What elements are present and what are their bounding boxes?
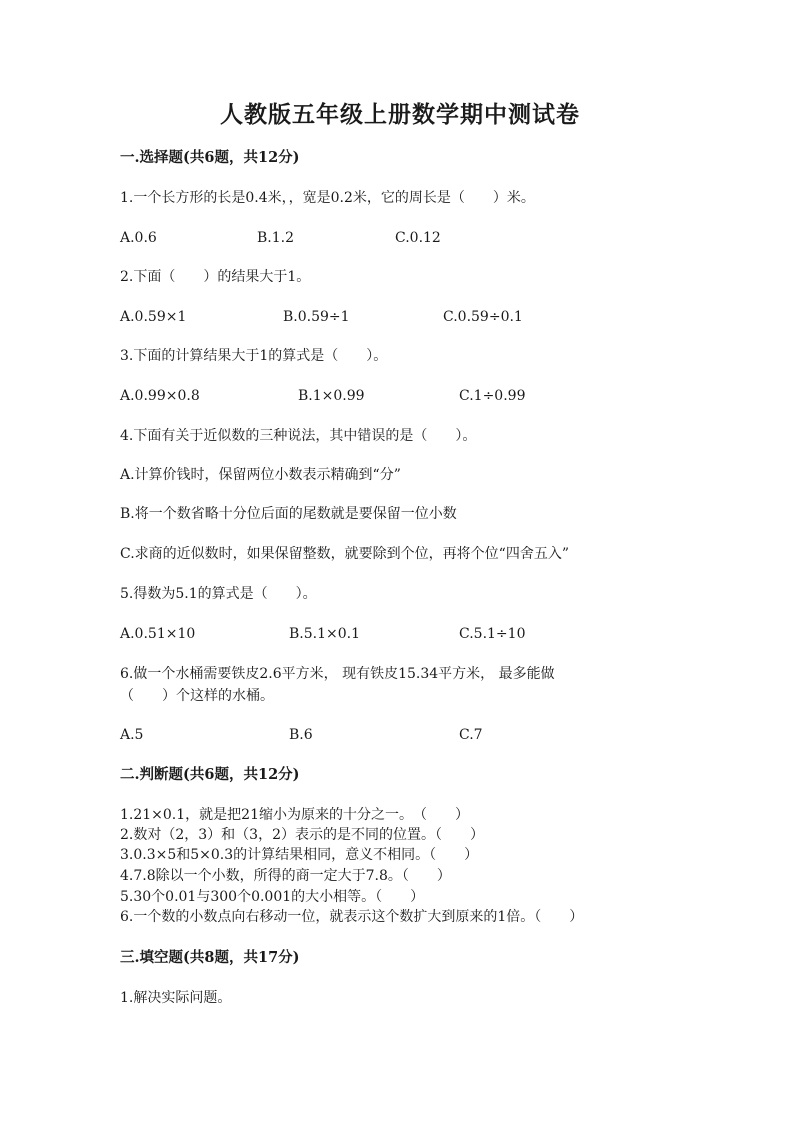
question-1-option-a: A.0.6 — [120, 230, 157, 246]
question-6-option-c: C.7 — [459, 727, 483, 743]
question-6-stem-line1: 6.做一个水桶需要铁皮2.6平方米， 现有铁皮15.34平方米， 最多能做 — [120, 666, 555, 682]
question-4-stem: 4.下面有关于近似数的三种说法，其中错误的是（ ）。 — [120, 428, 477, 444]
judgement-item: 4.7.8除以一个小数，所得的商一定大于7.8。（ ） — [120, 868, 451, 884]
question-5-option-b: B.5.1×0.1 — [289, 626, 360, 642]
question-3-stem: 3.下面的计算结果大于1的算式是（ ）。 — [120, 348, 388, 364]
question-2-stem: 2.下面（ ）的结果大于1。 — [120, 269, 311, 285]
judgement-item: 3.0.3×5和5×0.3的计算结果相同，意义不相同。（ ） — [120, 847, 479, 863]
question-2-option-c: C.0.59÷0.1 — [443, 309, 523, 325]
question-2-option-a: A.0.59×1 — [120, 309, 187, 325]
question-1-option-b: B.1.2 — [257, 230, 295, 246]
question-1-stem: 1.一个长方形的长是0.4米，，宽是0.2米，它的周长是（ ）米。 — [120, 190, 535, 206]
question-4-option-b: B.将一个数省略十分位后面的尾数就是要保留一位小数 — [120, 506, 457, 522]
question-2-option-b: B.0.59÷1 — [283, 309, 350, 325]
fill-in-question-1: 1.解决实际问题。 — [120, 990, 232, 1006]
section-heading-fill-in: 三.填空题(共8题，共17分) — [120, 949, 300, 966]
question-4-option-c: C.求商的近似数时，如果保留整数，就要除到个位，再将个位“四舍五入” — [120, 546, 569, 562]
question-5-option-a: A.0.51×10 — [120, 626, 196, 642]
question-5-stem: 5.得数为5.1的算式是（ ）。 — [120, 586, 317, 602]
question-3-option-b: B.1×0.99 — [298, 388, 365, 404]
question-4-option-a: A.计算价钱时，保留两位小数表示精确到“分” — [120, 467, 401, 483]
question-3-option-a: A.0.99×0.8 — [120, 388, 200, 404]
question-3-option-c: C.1÷0.99 — [459, 388, 526, 404]
judgement-item: 5.30个0.01与300个0.001的大小相等。（ ） — [120, 889, 425, 905]
judgement-item: 2.数对（2，3）和（3，2）表示的是不同的位置。（ ） — [120, 827, 484, 843]
section-heading-choice: 一.选择题(共6题，共12分) — [120, 149, 300, 166]
question-6-option-b: B.6 — [289, 727, 313, 743]
question-1-option-c: C.0.12 — [395, 230, 441, 246]
judgement-item: 6.一个数的小数点向右移动一位，就表示这个数扩大到原来的1倍。（ ） — [120, 909, 584, 925]
section-heading-judgement: 二.判断题(共6题，共12分) — [120, 766, 300, 783]
page-title: 人教版五年级上册数学期中测试卷 — [220, 101, 580, 128]
judgement-item: 1.21×0.1，就是把21缩小为原来的十分之一。 （ ） — [120, 807, 469, 823]
question-6-stem-line2: （ ）个这样的水桶。 — [120, 688, 274, 704]
question-5-option-c: C.5.1÷10 — [459, 626, 526, 642]
question-6-option-a: A.5 — [120, 727, 144, 743]
